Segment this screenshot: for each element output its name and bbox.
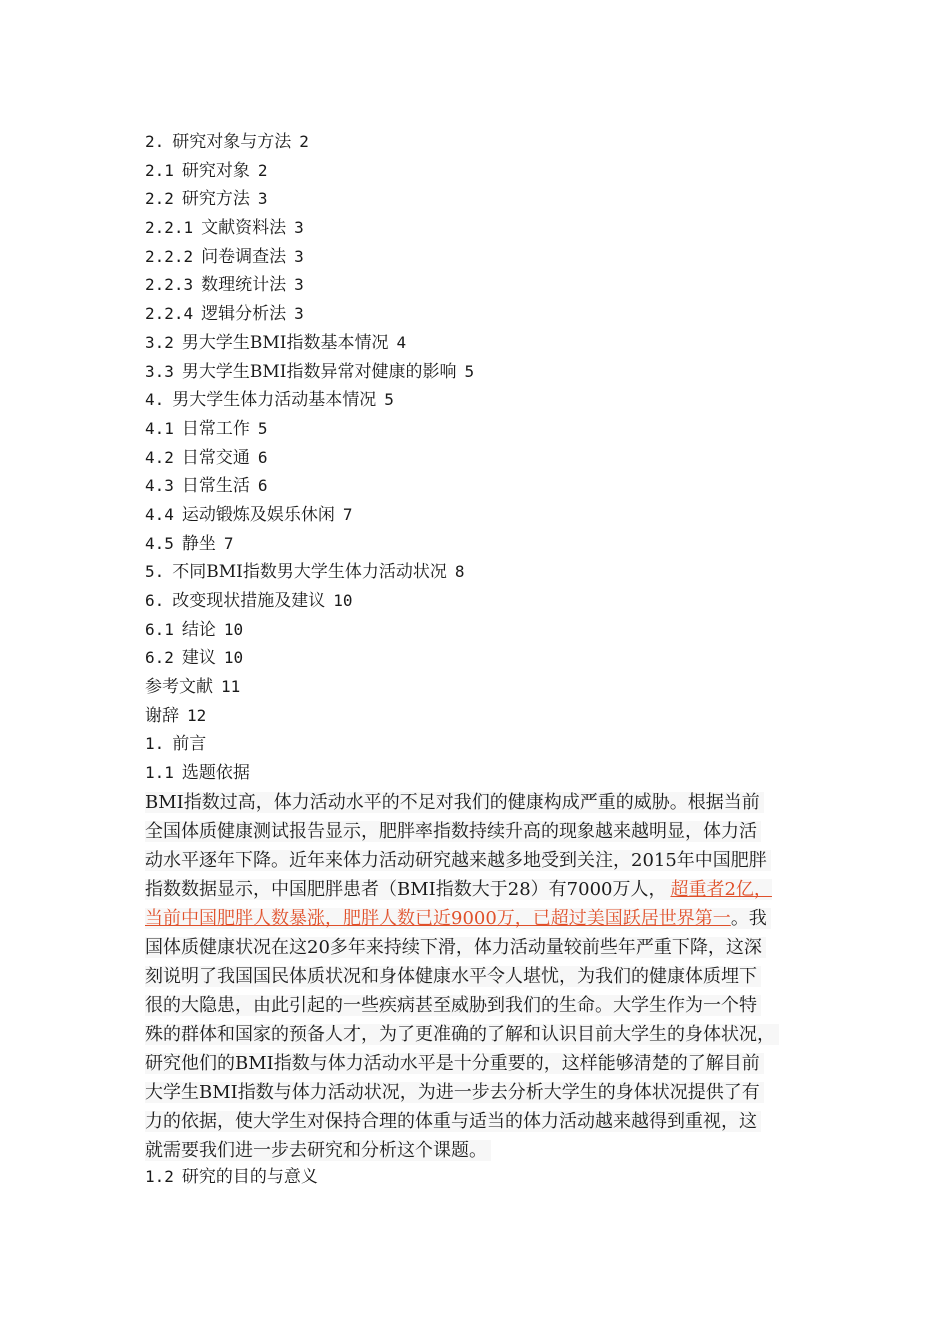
toc-entry-title: 日常交通 (181, 447, 250, 468)
toc-entry-page: 7 (223, 533, 234, 553)
highlighted-link-text[interactable]: 当前中国肥胖人数暴涨，肥胖人数已近9000万，已超过美国跃居世界第一 (145, 908, 731, 929)
toc-entry-title: 参考文献 (145, 677, 213, 698)
paragraph-line (145, 1136, 810, 1165)
toc-entry-title: 研究方法 (181, 189, 250, 210)
toc-entry-title: 问卷调查法 (201, 246, 287, 267)
toc-entry-number: 1. (145, 734, 165, 754)
toc-entry[interactable] (145, 702, 845, 731)
toc-entry[interactable] (145, 444, 845, 473)
paragraph-line (145, 962, 810, 991)
toc-entry[interactable] (145, 243, 845, 272)
toc-entry[interactable] (145, 214, 845, 243)
toc-entry-title: 日常工作 (181, 418, 250, 439)
paragraph-text: BMI指数过高，体力活动水平的不足对我们的健康构成严重的威胁。根据当前 (145, 792, 764, 813)
toc-entry-title: 建议 (181, 648, 216, 669)
toc-entry-page: 4 (396, 332, 407, 352)
toc-entry-page: 6 (257, 447, 268, 467)
toc-entry-page: 11 (221, 677, 241, 697)
toc-entry[interactable] (145, 329, 845, 358)
toc-entry-page: 10 (333, 591, 353, 610)
toc-entry-number: 2.1 (145, 160, 174, 180)
paragraph-line (145, 1049, 810, 1078)
toc-entry-page: 3 (257, 189, 268, 209)
paragraph-line (145, 1078, 810, 1107)
toc-entry-page: 7 (342, 504, 353, 524)
toc-entry[interactable] (145, 530, 845, 559)
paragraph-line (145, 846, 810, 875)
toc-entry[interactable] (145, 759, 845, 788)
toc-entry-title: 男大学生BMI指数异常对健康的影响 (181, 361, 457, 382)
toc-entry[interactable] (145, 587, 845, 616)
toc-entry-number: 2.2.2 (145, 246, 194, 266)
toc-entry-number: 6.1 (145, 619, 174, 639)
toc-entry-title: 不同BMI指数男大学生体力活动状况 (172, 562, 447, 583)
toc-entry-number: 3.2 (145, 332, 174, 352)
toc-entry-number: 4.1 (145, 418, 174, 438)
paragraph-line (145, 875, 810, 904)
toc-entry[interactable] (145, 558, 845, 587)
toc-entry-title: 逻辑分析法 (201, 304, 287, 325)
toc-entry-title: 选题依据 (181, 763, 250, 784)
toc-entry-number: 4.3 (145, 476, 174, 496)
paragraph-text: 大学生BMI指数与体力活动状况，为进一步去分析大学生的身体状况提供了有 (145, 1082, 764, 1103)
toc-entry-number: 1.1 (145, 763, 174, 783)
toc-entry-page: 6 (257, 476, 268, 496)
toc-entry-page: 10 (223, 619, 244, 639)
toc-entry-title: 数理统计法 (201, 275, 287, 296)
toc-entry[interactable] (145, 673, 845, 702)
toc-entry-title: 谢辞 (145, 705, 179, 726)
paragraph-text: 就需要我们进一步去研究和分析这个课题。 (145, 1140, 491, 1161)
toc-entry-title: 运动锻炼及娱乐休闲 (181, 504, 335, 525)
paragraph-text: 全国体质健康测试报告显示，肥胖率指数持续升高的现象越来越明显，体力活 (145, 821, 761, 842)
highlighted-link-text[interactable]: 超重者2亿， (670, 879, 772, 900)
toc-entry-page: 2 (257, 160, 268, 180)
toc-entry-number: 4.5 (145, 533, 174, 553)
toc-entry[interactable] (145, 128, 845, 157)
toc-entry-number: 4.4 (145, 504, 174, 524)
paragraph-text: 很的大隐患，由此引起的一些疾病甚至威胁到我们的生命。大学生作为一个特 (145, 995, 761, 1016)
toc-entry-page: 5 (464, 361, 475, 381)
toc-entry-title: 男大学生体力活动基本情况 (172, 390, 377, 411)
toc-entry-number: 6. (145, 591, 165, 610)
toc-entry-page: 5 (257, 418, 268, 438)
toc-entry[interactable] (145, 157, 845, 186)
body-paragraph (145, 788, 810, 1165)
section-number: 1.2 (145, 1167, 174, 1186)
paragraph-text: 国体质健康状况在这20多年来持续下滑，体力活动量较前些年严重下降，这深 (145, 937, 766, 958)
toc-entry-title: 研究对象与方法 (172, 132, 292, 152)
toc-entry[interactable] (145, 472, 845, 501)
paragraph-text: 力的依据，使大学生对保持合理的体重与适当的体力活动越来越得到重视，这 (145, 1111, 761, 1132)
toc-entry-number: 2.2.3 (145, 275, 194, 295)
toc-entry-page: 3 (294, 218, 304, 238)
toc-entry-title: 前言 (172, 734, 207, 755)
toc-entry-page: 5 (384, 390, 394, 410)
toc-entry-number: 2.2.1 (145, 218, 194, 238)
toc-entry-title: 男大学生BMI指数基本情况 (181, 332, 389, 353)
paragraph-line (145, 1107, 810, 1136)
toc-entry-page: 3 (294, 304, 304, 324)
table-of-contents (145, 128, 845, 788)
toc-entry-number: 2.2 (145, 189, 174, 209)
toc-entry[interactable] (145, 358, 845, 387)
toc-entry-title: 结论 (181, 619, 216, 640)
paragraph-line (145, 904, 810, 933)
toc-entry-page: 8 (454, 562, 465, 582)
toc-entry[interactable] (145, 271, 845, 300)
toc-entry-number: 3.3 (145, 361, 174, 381)
toc-entry-number: 2. (145, 132, 165, 151)
toc-entry[interactable] (145, 501, 845, 530)
paragraph-line (145, 933, 810, 962)
toc-entry[interactable] (145, 644, 845, 673)
toc-entry-page: 12 (187, 705, 207, 725)
toc-entry-title: 改变现状措施及建议 (172, 591, 326, 611)
paragraph-text: 研究他们的BMI指数与体力活动水平是十分重要的，这样能够清楚的了解目前 (145, 1053, 764, 1074)
paragraph-line (145, 817, 810, 846)
toc-entry-page: 3 (294, 246, 304, 266)
toc-entry-page: 10 (223, 648, 244, 668)
paragraph-text: 指数数据显示，中国肥胖患者（BMI指数大于28）有7000万人， (145, 879, 670, 900)
paragraph-text: 刻说明了我国国民体质状况和身体健康水平令人堪忧，为我们的健康体质埋下 (145, 966, 761, 987)
toc-entry[interactable] (145, 300, 845, 329)
paragraph-text: 动水平逐年下降。近年来体力活动研究越来越多地受到关注，2015年中国肥胖 (145, 850, 771, 871)
toc-entry-number: 4.2 (145, 447, 174, 467)
toc-entry-title: 静坐 (181, 533, 216, 554)
toc-entry-number: 6.2 (145, 648, 174, 668)
paragraph-text: 。我 (731, 908, 771, 929)
toc-entry-number: 4. (145, 390, 165, 410)
toc-entry-page: 3 (294, 275, 304, 295)
toc-entry[interactable] (145, 386, 845, 415)
toc-entry-title: 文献资料法 (201, 218, 287, 239)
toc-entry[interactable] (145, 415, 845, 444)
paragraph-line (145, 1020, 810, 1049)
toc-entry-title: 研究对象 (181, 160, 250, 181)
paragraph-text: 殊的群体和国家的预备人才，为了更准确的了解和认识目前大学生的身体状况， (145, 1024, 779, 1045)
paragraph-line (145, 788, 810, 817)
toc-entry[interactable] (145, 185, 845, 214)
toc-entry-number: 5. (145, 562, 165, 582)
section-title: 研究的目的与意义 (181, 1167, 318, 1187)
section-heading (145, 1162, 318, 1191)
paragraph-line (145, 991, 810, 1020)
toc-entry-number: 2.2.4 (145, 304, 194, 324)
toc-entry[interactable] (145, 730, 845, 759)
toc-entry-page: 2 (299, 132, 309, 151)
toc-entry[interactable] (145, 616, 845, 645)
toc-entry-title: 日常生活 (181, 476, 250, 497)
